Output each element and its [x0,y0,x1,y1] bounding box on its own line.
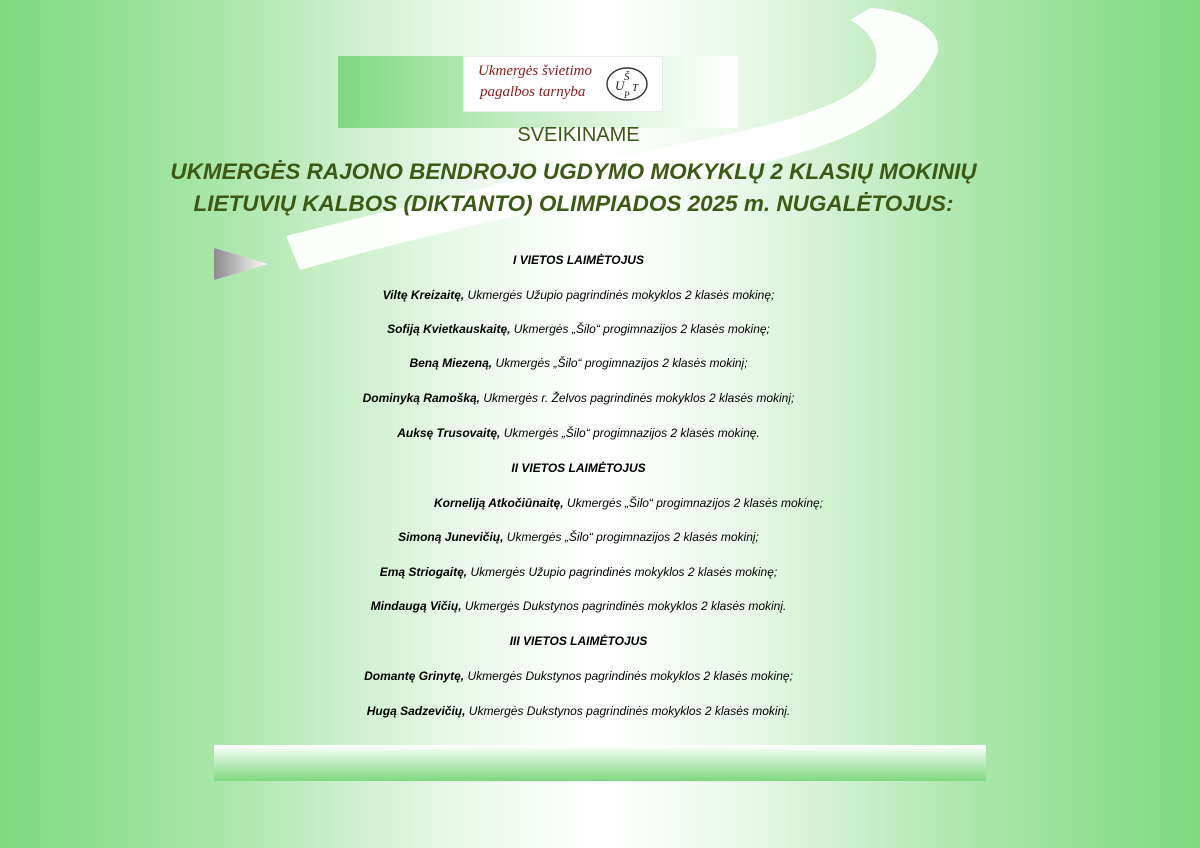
logo-line-1: Ukmergės švietimo [478,63,592,79]
winner-name: Viltę Kreizaitę, [382,288,465,302]
section-title-first-place: I VIETOS LAIMĖTOJUS [513,253,644,267]
section-title-second-place: II VIETOS LAIMĖTOJUS [511,461,646,475]
winner-detail: Ukmergės Dukstynos pagrindinės mokyklos 2 klasės mokinį. [461,599,787,613]
winner-entry [0,599,1157,613]
greeting: SVEIKINAME [517,124,640,146]
winner-detail: Ukmergės Užupio pagrindinės mokyklos 2 klasės mokinę; [467,565,778,579]
winner-entry [0,565,1157,579]
winner-entry [0,426,1157,440]
winner-name: Domantę Grinytę, [364,669,465,683]
svg-text:Š: Š [624,71,630,83]
winner-name: Beną Miezeną, [409,356,493,370]
decorative-bottom-bar [214,745,986,781]
winner-name: Hugą Sadzevičių, [366,704,466,718]
winner-name: Korneliją Atkočiūnaitę, [433,496,564,510]
winner-detail: Ukmergės „Šilo“ progimnazijos 2 klasės mokinį; [492,356,748,370]
winner-name: Sofiją Kvietkauskaitę, [387,322,511,336]
winner-detail: Ukmergės Užupio pagrindinės mokyklos 2 klasės mokinę; [464,288,775,302]
page-title [0,156,1147,220]
svg-text:U: U [615,78,625,93]
winner-detail: Ukmergės „Šilo“ progimnazijos 2 klasės mokinę; [563,496,824,510]
winner-detail: Ukmergės „Šilo“ progimnazijos 2 klasės mokinę. [500,426,760,440]
winner-detail: Ukmergės r. Želvos pagrindinės mokyklos 2 klasės mokinį; [480,391,795,405]
organization-logo [463,56,663,112]
winner-name: Mindaugą Vičių, [370,599,462,613]
winner-entry [0,704,1157,718]
winner-name: Simoną Junevičių, [398,530,504,544]
winner-entry [0,322,1157,336]
winner-detail: Ukmergės Dukstynos pagrindinės mokyklos 2 klasės mokinį. [465,704,791,718]
title-line-1: UKMERGĖS RAJONO BENDROJO UGDYMO MOKYKLŲ 2 KLASIŲ MOKINIŲ [170,159,977,184]
winner-name: Dominyką Ramošką, [362,391,481,405]
winner-entry [0,288,1157,302]
winner-entry [0,391,1157,405]
title-line-2: LIETUVIŲ KALBOS (DIKTANTO) OLIMPIADOS 2025 m. NUGALĖTOJUS: [193,191,954,216]
winner-entry [0,356,1157,370]
winner-entry [0,669,1157,683]
section-title-third-place: III VIETOS LAIMĖTOJUS [509,634,648,648]
winner-name: Emą Striogaitę, [379,565,468,579]
winner-detail: Ukmergės Dukstynos pagrindinės mokyklos 2 klasės mokinę; [464,669,793,683]
winner-detail: Ukmergės „Šilo“ progimnazijos 2 klasės mokinį; [503,530,759,544]
logo-line-2: pagalbos tarnyba [480,84,586,100]
winner-name: Auksę Trusovaitę, [397,426,501,440]
logo-text [478,61,608,103]
logo-monogram-icon [605,65,649,103]
winner-detail: Ukmergės „Šilo“ progimnazijos 2 klasės mokinę; [510,322,770,336]
winner-entry [0,530,1157,544]
winner-entry [50,496,1200,510]
svg-text:T: T [632,82,639,94]
svg-text:P: P [624,90,630,100]
